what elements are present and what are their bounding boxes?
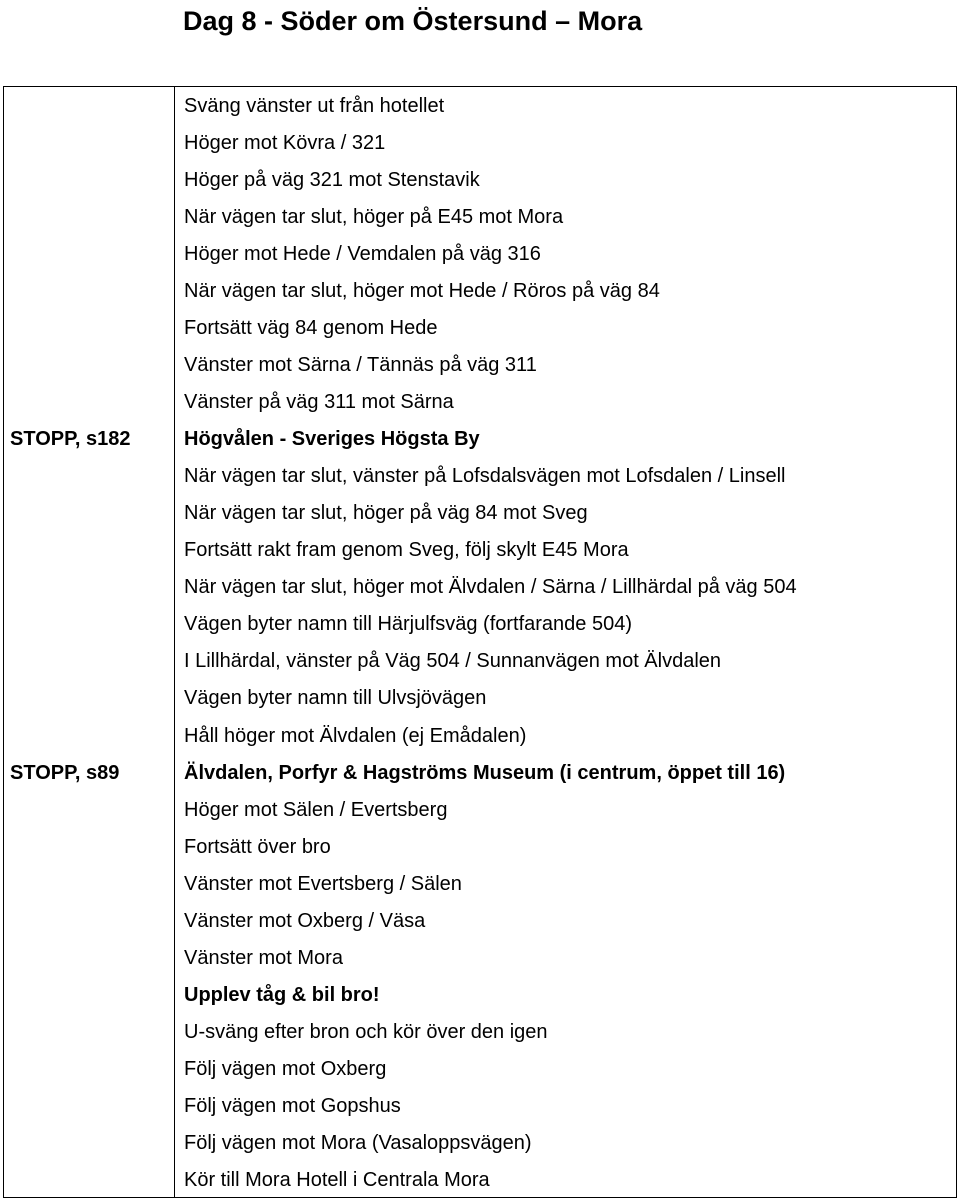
route-step <box>4 680 956 717</box>
step-text: I Lillhärdal, vänster på Väg 504 / Sunnanvägen mot Älvdalen <box>184 650 722 673</box>
route-step <box>4 1162 956 1199</box>
route-step <box>4 347 956 384</box>
route-step <box>4 199 956 236</box>
route-step <box>4 643 956 680</box>
stop-label: STOPP, s89 <box>10 761 120 784</box>
step-text: Högvålen - Sveriges Högsta By <box>184 428 480 451</box>
route-step <box>4 532 956 569</box>
route-step <box>4 569 956 606</box>
step-text: Fortsätt väg 84 genom Hede <box>184 317 438 340</box>
step-text: U-sväng efter bron och kör över den igen <box>184 1020 548 1043</box>
page-title: Dag 8 - Söder om Östersund – Mora <box>183 6 643 36</box>
step-text: Höger mot Kövra / 321 <box>184 132 386 155</box>
stop-label: STOPP, s182 <box>10 428 131 451</box>
step-text: Följ vägen mot Mora (Vasaloppsvägen) <box>184 1131 532 1154</box>
step-text: Håll höger mot Älvdalen (ej Emådalen) <box>184 724 527 747</box>
route-step <box>4 273 956 310</box>
route-step-stop <box>4 421 956 458</box>
route-step <box>4 1125 956 1162</box>
step-text: Fortsätt rakt fram genom Sveg, följ skylt E45 Mora <box>184 539 629 562</box>
step-text: Kör till Mora Hotell i Centrala Mora <box>184 1168 490 1191</box>
step-text: När vägen tar slut, höger på väg 84 mot Sveg <box>184 502 588 525</box>
step-text: Vänster mot Evertsberg / Sälen <box>184 872 462 895</box>
route-step <box>4 1088 956 1125</box>
route-step <box>4 606 956 643</box>
route-step <box>4 829 956 866</box>
route-step <box>4 866 956 903</box>
step-text: När vägen tar slut, höger mot Älvdalen / Särna / Lillhärdal på väg 504 <box>184 576 797 599</box>
route-step <box>4 718 956 755</box>
route-step <box>4 125 956 162</box>
step-text: Höger på väg 321 mot Stenstavik <box>184 169 480 192</box>
route-step <box>4 236 956 273</box>
route-step <box>4 495 956 532</box>
step-text: Höger mot Sälen / Evertsberg <box>184 798 448 821</box>
step-text: Vänster mot Mora <box>184 946 343 969</box>
route-step <box>4 162 956 199</box>
step-text: Följ vägen mot Oxberg <box>184 1057 387 1080</box>
route-step <box>4 310 956 347</box>
route-step <box>4 977 956 1014</box>
step-text: Sväng vänster ut från hotellet <box>184 95 445 117</box>
route-step-stop <box>4 755 956 792</box>
route-step <box>4 903 956 940</box>
step-text: Vägen byter namn till Ulvsjövägen <box>184 687 487 710</box>
step-text: Vänster mot Särna / Tännäs på väg 311 <box>184 354 537 377</box>
route-step <box>4 792 956 829</box>
route-step <box>4 88 956 125</box>
step-text: När vägen tar slut, höger på E45 mot Mora <box>184 206 564 229</box>
route-step <box>4 458 956 495</box>
route-step <box>4 940 956 977</box>
step-text: Höger mot Hede / Vemdalen på väg 316 <box>184 243 541 266</box>
route-table <box>3 86 957 1198</box>
step-text: Vänster på väg 311 mot Särna <box>184 391 454 414</box>
step-text: När vägen tar slut, vänster på Lofsdalsvägen mot Lofsdalen / Linsell <box>184 465 786 488</box>
step-text: Följ vägen mot Gopshus <box>184 1094 401 1117</box>
step-text: Vägen byter namn till Härjulfsväg (fortfarande 504) <box>184 613 633 636</box>
step-text: Fortsätt över bro <box>184 835 331 858</box>
route-step <box>4 384 956 421</box>
step-text: När vägen tar slut, höger mot Hede / Röros på väg 84 <box>184 280 660 303</box>
route-step <box>4 1014 956 1051</box>
step-text: Älvdalen, Porfyr & Hagströms Museum (i centrum, öppet till 16) <box>184 761 786 784</box>
step-text: Upplev tåg & bil bro! <box>184 983 380 1006</box>
step-text: Vänster mot Oxberg / Väsa <box>184 909 426 932</box>
route-step <box>4 1051 956 1088</box>
